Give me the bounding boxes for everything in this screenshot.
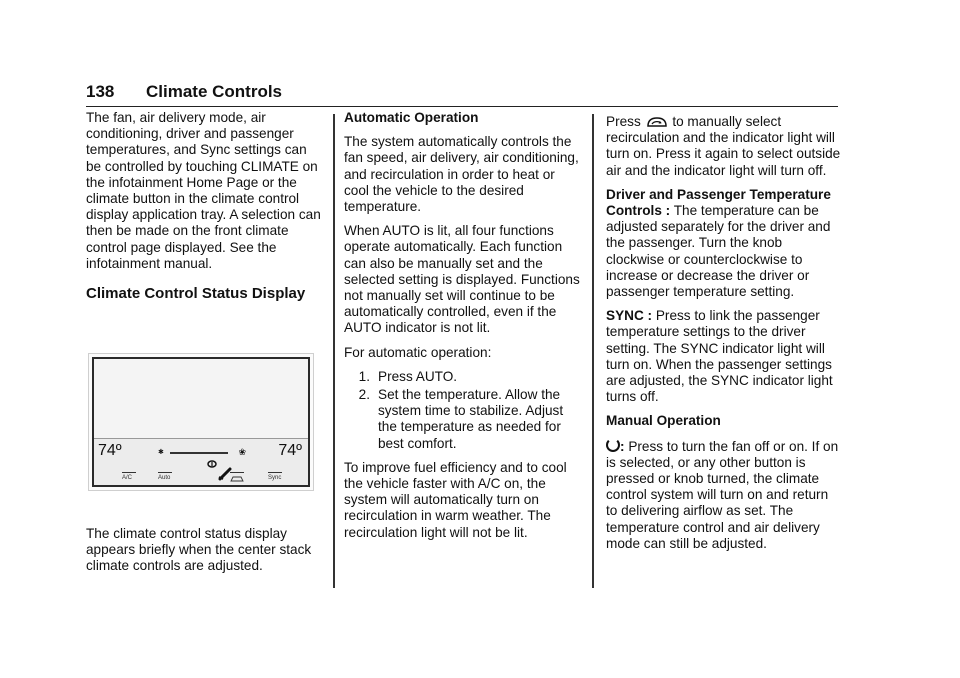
- sync-button[interactable]: Sync: [268, 475, 282, 481]
- intro-paragraph: The fan, air delivery mode, air conditioning, driver and passenger temperatures, and Sync settings can be controlled by touching CLIMATE on the infotainment Home Page or the climate button in the climate control display application tray. A selection can then be made on the front climate control page displayed. See the infotainment manual.: [86, 110, 321, 271]
- section-title: Climate Control Status Display: [86, 285, 306, 303]
- display-screen: [92, 357, 310, 487]
- column-2: [344, 110, 580, 549]
- column-divider: [592, 114, 594, 588]
- recirculation-indicator: [230, 472, 244, 474]
- power-icon: [606, 438, 620, 452]
- ac-button[interactable]: A/C: [122, 475, 133, 481]
- recirculation-icon: [646, 116, 668, 128]
- ac-indicator: [122, 472, 136, 474]
- page-header: [86, 82, 838, 107]
- auto-indicator: [158, 472, 172, 474]
- automatic-paragraph-3: For automatic operation:: [344, 344, 492, 360]
- page-title: Climate Controls: [146, 82, 283, 101]
- climate-buttons: [94, 468, 308, 482]
- sync-paragraph: SYNC : Press to link the passenger temperature settings to the driver setting. The SYNC indicator light will turn on. When the passenger settings are adjusted, the SYNC indicator light turns off.: [606, 308, 833, 405]
- fan-high-icon: ❀: [238, 447, 246, 457]
- page-number: 138: [86, 82, 115, 101]
- auto-button[interactable]: Auto: [158, 475, 171, 481]
- automatic-paragraph-4: To improve fuel efficiency and to cool the vehicle faster with A/C on, the system will automatically turn on recirculation in warm weather. The recirculation light will not be lit.: [344, 459, 567, 540]
- automatic-operation-heading: Automatic Operation: [344, 110, 479, 125]
- sync-label: SYNC :: [606, 308, 653, 324]
- recirculation-icon[interactable]: [230, 475, 244, 482]
- column-3: [606, 114, 842, 560]
- list-item: 2. Set the temperature. Allow the system time to stabilize. Adjust the temperature as needed for best comfort.: [358, 387, 564, 451]
- automatic-paragraph-1: The system automatically controls the fan speed, air delivery, air conditioning, and recirculation in order to heat or cool the vehicle to the desired temperature.: [344, 134, 579, 215]
- climate-status-display-figure: [88, 353, 314, 491]
- power-paragraph: : Press to turn the fan off or on. If on is selected, or any other button is pressed or knob turned, the climate control system will turn on and return to delivering airflow as set. The temperature control and air delivery mode can still be adjusted.: [606, 438, 839, 551]
- temperature-controls-paragraph: Driver and Passenger Temperature Controls : The temperature can be adjusted separately for the driver and the passenger. Turn the knob clockwise or counterclockwise to increase or decrease the driver or passenger temperature setting.: [606, 186, 831, 300]
- list-item: 1. Press AUTO.: [358, 368, 458, 384]
- fan-low-icon: ✱: [158, 449, 164, 456]
- fan-speed-bar: [170, 452, 228, 454]
- fan-speed-indicator: [156, 447, 248, 457]
- recirculation-paragraph: Press to manually select recirculation and the indicator light will turn on. Press it again to select outside air and the indicator light will turn off.: [606, 114, 841, 178]
- sync-indicator: [268, 472, 282, 474]
- automatic-steps-list: [344, 369, 580, 452]
- column-1-bottom: [86, 526, 322, 583]
- manual-operation-heading: Manual Operation: [606, 413, 721, 429]
- passenger-temperature: 74º: [278, 442, 302, 459]
- figure-caption-paragraph: The climate control status display appears briefly when the center stack climate controls are adjusted.: [86, 526, 312, 574]
- automatic-paragraph-2: When AUTO is lit, all four functions operate automatically. Each function can also be manually set and the selected setting is displayed. Functions not manually set will continue to be automatically controlled, even if the AUTO indicator is not lit.: [344, 223, 580, 336]
- temperature-controls-label: Driver and Passenger Temperature Controls :: [606, 186, 831, 219]
- column-divider: [333, 114, 335, 588]
- column-1: [86, 110, 322, 302]
- driver-temperature: 74º: [98, 442, 122, 459]
- climate-status-strip: [94, 438, 308, 485]
